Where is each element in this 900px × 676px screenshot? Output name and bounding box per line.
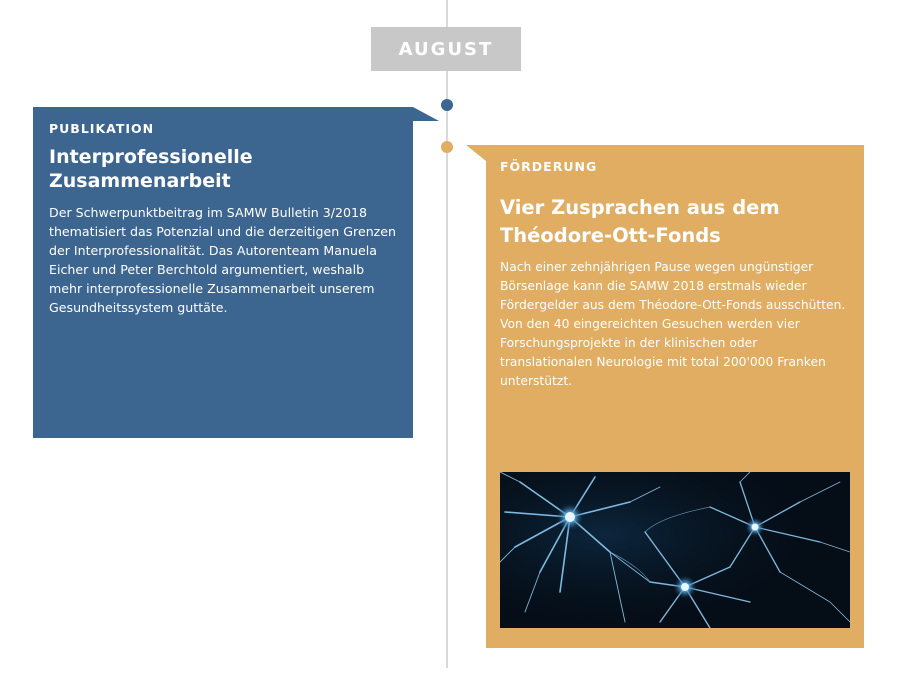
- card-title: Interprofessionelle Zusammenarbeit: [49, 146, 253, 192]
- card-category: FÖRDERUNG: [500, 159, 598, 174]
- card-category: PUBLIKATION: [49, 121, 155, 136]
- card-body: Nach einer zehnjährigen Pause wegen ungünstiger Börsenlage kann die SAMW 2018 erstmals wieder Fördergelder aus dem Théodore-Ott-Fonds ausschütten. Von den 40 eingereichten Gesuchen werden vier Forschungsprojekte in der klinischen oder translationalen Neurologie mit total 200'000 Franken unterstützt.: [500, 260, 846, 388]
- card-title: Vier Zusprachen aus dem Théodore-Ott-Fonds: [500, 196, 780, 247]
- publication-card[interactable]: [33, 107, 413, 438]
- funding-card[interactable]: [486, 145, 864, 648]
- neuron-network-image: [500, 472, 850, 628]
- card-notch: [413, 107, 439, 121]
- month-label: AUGUST: [371, 27, 521, 71]
- timeline-dot-publikation: [441, 99, 453, 111]
- card-notch: [466, 145, 486, 161]
- card-body: Der Schwerpunktbeitrag im SAMW Bulletin 3/2018 thematisiert das Potenzial und die derzeitigen Grenzen der Interprofessionalität. Das Autorenteam Manuela Eicher und Peter Berchtold argumentiert, weshalb mehr interprofessionelle Zusammenarbeit unserem Gesundheitssystem guttäte.: [49, 205, 397, 315]
- timeline-dot-foerderung: [441, 141, 453, 153]
